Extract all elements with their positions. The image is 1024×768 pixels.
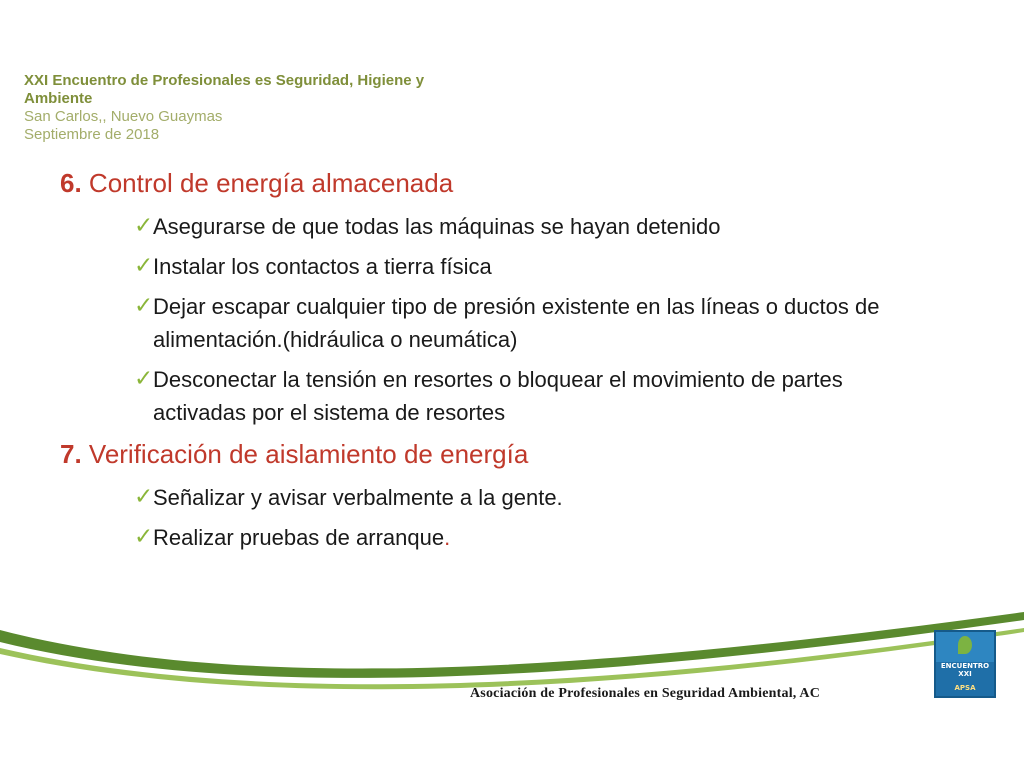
- checkmark-icon: ✓: [134, 524, 154, 550]
- section-6-list: [60, 210, 960, 429]
- section-6-number: 6.: [60, 168, 82, 198]
- section-6-label: Control de energía almacenada: [81, 168, 454, 198]
- section-7-label: Verificación de aislamiento de energía: [81, 439, 529, 469]
- list-item-text: Asegurarse de que todas las máquinas se hayan detenido: [153, 214, 721, 239]
- list-item: [134, 481, 913, 514]
- list-item-text: Realizar pruebas de arranque: [153, 525, 445, 550]
- section-7-list: [60, 481, 960, 554]
- list-item-text: Dejar escapar cualquier tipo de presión existente en las líneas o ductos de alimentación.(hidráulica o neumática): [153, 294, 880, 352]
- list-item: [134, 363, 913, 429]
- leaf-icon: [958, 636, 972, 654]
- checkmark-icon: ✓: [134, 213, 154, 239]
- checkmark-icon: ✓: [134, 253, 154, 279]
- trailing-period: .: [444, 525, 451, 550]
- conference-header: [24, 72, 444, 144]
- list-item-text: Desconectar la tensión en resortes o bloquear el movimiento de partes activadas por el sistema de resortes: [153, 367, 843, 425]
- encuentro-logo: [934, 630, 996, 698]
- section-7-title: [60, 437, 960, 471]
- association-name: Asociación de Profesionales en Seguridad Ambiental, AC: [470, 686, 821, 701]
- list-item: [134, 521, 913, 554]
- header-title-line1: XXI Encuentro de Profesionales es Seguridad, Higiene y: [24, 72, 425, 89]
- slide-content: [60, 166, 960, 561]
- section-6-title: [60, 166, 960, 200]
- list-item-text: Señalizar y avisar verbalmente a la gente.: [153, 485, 563, 510]
- logo-wordmark: ENCUENTRO XXI: [940, 662, 990, 678]
- header-location: San Carlos,, Nuevo Guaymas: [24, 108, 223, 125]
- header-date: Septiembre de 2018: [24, 126, 160, 143]
- checkmark-icon: ✓: [134, 293, 154, 319]
- header-title-line2: Ambiente: [24, 90, 93, 107]
- swoosh-outer: [0, 612, 1024, 678]
- list-item: [134, 290, 913, 356]
- list-item: [134, 210, 913, 243]
- list-item: [134, 250, 913, 283]
- checkmark-icon: ✓: [134, 484, 154, 510]
- list-item-text: Instalar los contactos a tierra física: [153, 254, 492, 279]
- section-7-number: 7.: [60, 439, 82, 469]
- checkmark-icon: ✓: [134, 366, 154, 392]
- logo-acronym: APSA: [954, 684, 976, 692]
